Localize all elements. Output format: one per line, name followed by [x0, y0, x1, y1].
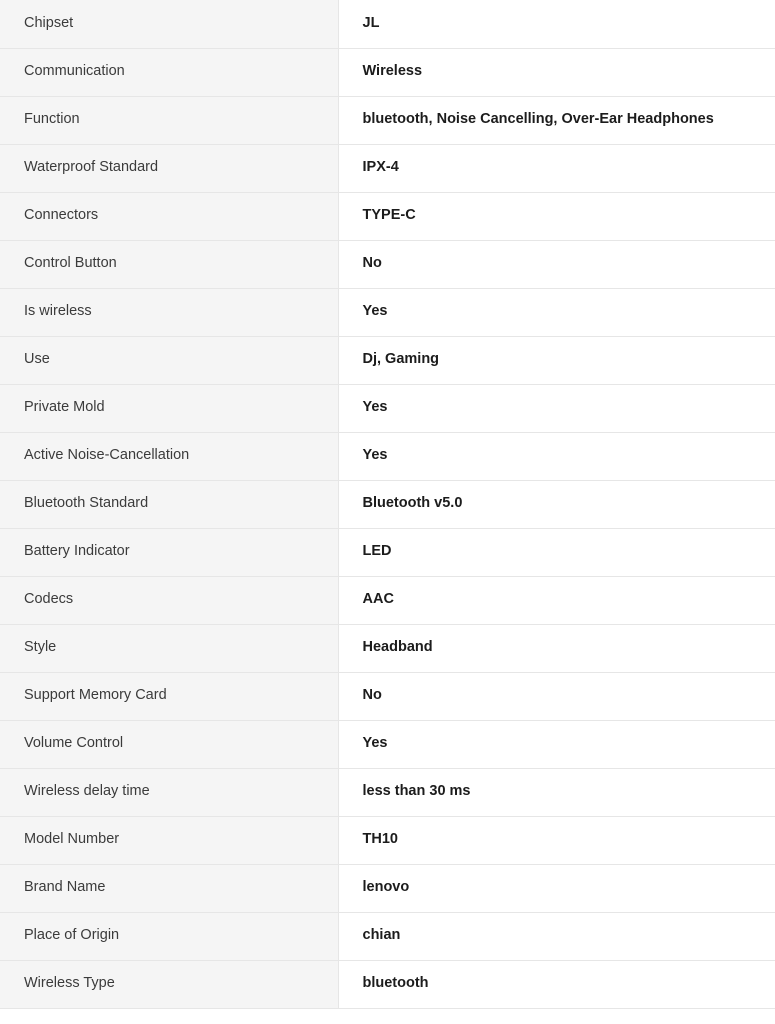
spec-key: Model Number	[0, 816, 338, 864]
spec-value: bluetooth, Noise Cancelling, Over-Ear Headphones	[338, 96, 775, 144]
spec-value: TYPE-C	[338, 192, 775, 240]
table-row	[0, 240, 775, 288]
spec-key: Function	[0, 96, 338, 144]
spec-key: Wireless Type	[0, 960, 338, 1008]
spec-value: No	[338, 240, 775, 288]
table-row	[0, 576, 775, 624]
spec-value: TH10	[338, 816, 775, 864]
spec-value: No	[338, 672, 775, 720]
spec-value: Headband	[338, 624, 775, 672]
table-row	[0, 0, 775, 48]
spec-key: Place of Origin	[0, 912, 338, 960]
spec-value: Wireless	[338, 48, 775, 96]
spec-key: Waterproof Standard	[0, 144, 338, 192]
table-row	[0, 384, 775, 432]
spec-key: Chipset	[0, 0, 338, 48]
table-row	[0, 480, 775, 528]
table-row	[0, 528, 775, 576]
table-row	[0, 960, 775, 1008]
spec-key: Battery Indicator	[0, 528, 338, 576]
table-row	[0, 816, 775, 864]
spec-key: Is wireless	[0, 288, 338, 336]
table-row	[0, 432, 775, 480]
spec-value: Dj, Gaming	[338, 336, 775, 384]
table-row	[0, 912, 775, 960]
spec-value: AAC	[338, 576, 775, 624]
spec-key: Support Memory Card	[0, 672, 338, 720]
spec-value: less than 30 ms	[338, 768, 775, 816]
spec-value: IPX-4	[338, 144, 775, 192]
spec-value: lenovo	[338, 864, 775, 912]
spec-value: JL	[338, 0, 775, 48]
spec-value: LED	[338, 528, 775, 576]
table-row	[0, 864, 775, 912]
spec-value: Yes	[338, 288, 775, 336]
spec-key: Brand Name	[0, 864, 338, 912]
spec-key: Private Mold	[0, 384, 338, 432]
spec-key: Wireless delay time	[0, 768, 338, 816]
table-row	[0, 96, 775, 144]
spec-key: Active Noise-Cancellation	[0, 432, 338, 480]
spec-key: Codecs	[0, 576, 338, 624]
spec-key: Bluetooth Standard	[0, 480, 338, 528]
table-row	[0, 192, 775, 240]
table-row	[0, 288, 775, 336]
spec-value: Yes	[338, 720, 775, 768]
table-row	[0, 672, 775, 720]
table-row	[0, 720, 775, 768]
table-row	[0, 768, 775, 816]
spec-value: chian	[338, 912, 775, 960]
table-row	[0, 336, 775, 384]
spec-value: bluetooth	[338, 960, 775, 1008]
spec-key: Volume Control	[0, 720, 338, 768]
spec-value: Bluetooth v5.0	[338, 480, 775, 528]
spec-key: Style	[0, 624, 338, 672]
table-row	[0, 48, 775, 96]
spec-key: Communication	[0, 48, 338, 96]
table-row	[0, 624, 775, 672]
spec-key: Control Button	[0, 240, 338, 288]
spec-value: Yes	[338, 384, 775, 432]
spec-key: Connectors	[0, 192, 338, 240]
spec-value: Yes	[338, 432, 775, 480]
table-row	[0, 144, 775, 192]
spec-key: Use	[0, 336, 338, 384]
